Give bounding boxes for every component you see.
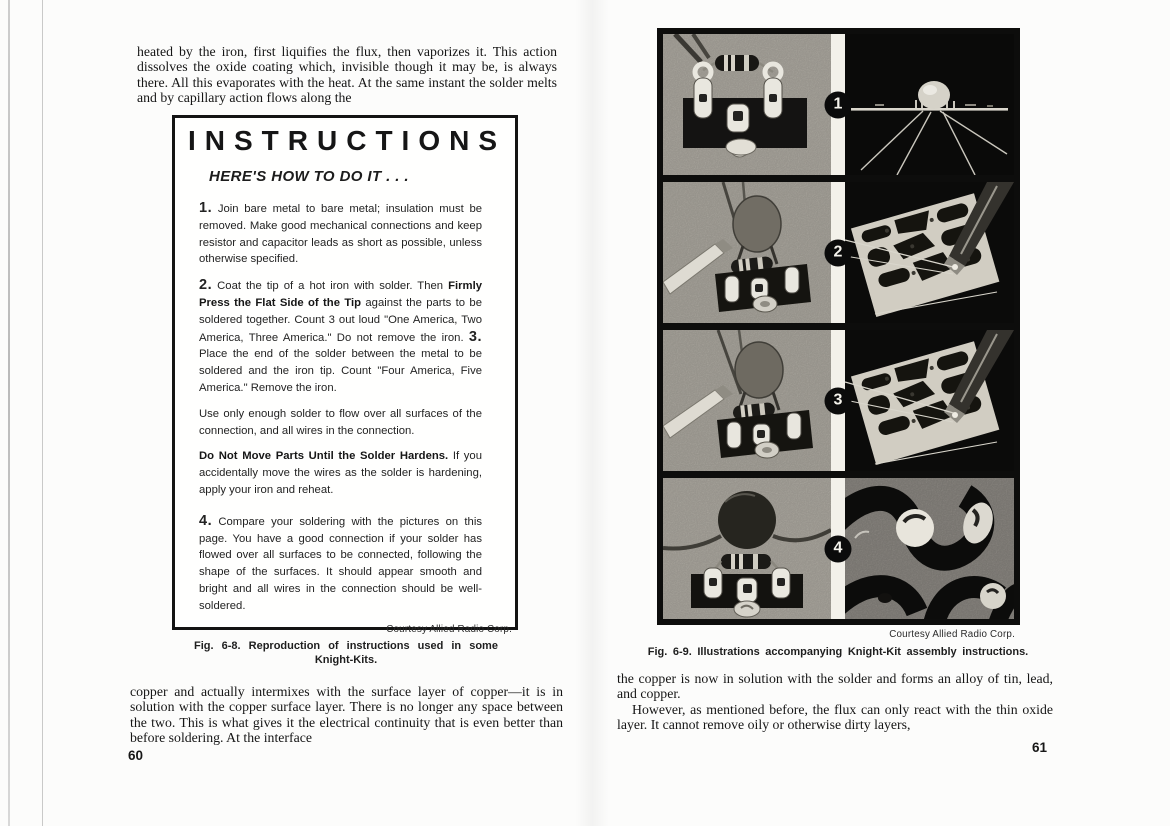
left-bottom-paragraph: copper and actually intermixes with the surface layer of copper—it is in solution with the copper surface layer. There is no longer any space between the two. This is what gives it the electrical continuity that is even better than before soldering. At the interface: [130, 684, 563, 746]
courtesy-credit-right: Courtesy Allied Radio Corp.: [889, 629, 1015, 640]
panel-4-right-photo: [845, 478, 1014, 619]
fig-6-9-panel-3: [663, 330, 1014, 471]
page-number-61: 61: [1032, 740, 1048, 755]
courtesy-credit-left: Courtesy Allied Radio Corp.: [386, 624, 512, 635]
fig-6-8-caption: Fig. 6-8. Reproduction of instructions used in some Knight-Kits.: [194, 640, 498, 666]
panel-number-badge: 4: [825, 535, 852, 562]
fig-6-9-photo-grid: [657, 28, 1020, 625]
panel-number-badge: 2: [825, 239, 852, 266]
panel-3-right-photo: [845, 330, 1014, 471]
instructions-title: INSTRUCTIONS: [188, 125, 506, 156]
panel-number-badge: 1: [825, 91, 852, 118]
left-top-paragraph: heated by the iron, first liquifies the flux, then vaporizes it. This action dissolves the oxide coating which, invisible though it may be, is always there. All this evaporates with the heat. At the same instant the solder melts and by capillary action flows along the: [137, 44, 557, 106]
right-paragraph-2: However, as mentioned before, the flux can only react with the thin oxide layer. It cannot remove oily or otherwise dirty layers,: [617, 701, 1053, 733]
page-number-60: 60: [128, 748, 144, 763]
panel-1-right-photo: [845, 34, 1014, 175]
panel-2-right-photo: [845, 182, 1014, 323]
instruction-step-4: 4. Compare your soldering with the pictures on this page. You have a good connection if your solder has flowed over all surfaces to be connected, following the shape of the surfaces. It should appear smooth and bright and all wires in the connection should be well-soldered.: [199, 512, 482, 612]
panel-2-left-photo: [663, 182, 831, 323]
panel-3-left-photo: [663, 330, 831, 471]
page-gutter-shadow: [575, 0, 609, 826]
right-paragraph-1: the copper is now in solution with the solder and forms an alloy of tin, lead, and copper.: [617, 671, 1053, 702]
instruction-step-1: 1. Join bare metal to bare metal; insulation must be removed. Make good mechanical connections and keep resistor and capacitor leads as short as possible, unless otherwise specified.: [199, 200, 483, 266]
instructions-box: [172, 115, 518, 630]
page-edge-line: [8, 0, 10, 826]
fig-6-9-panel-1: [663, 34, 1014, 175]
fig-6-9-panel-2: [663, 182, 1014, 323]
right-body-text: [617, 671, 1053, 733]
panel-4-left-photo: [663, 478, 831, 619]
fig-6-9-panel-4: [663, 478, 1014, 619]
instruction-hardens: Do Not Move Parts Until the Solder Hardens. If you accidentally move the wires as the solder is hardening, apply your iron and reheat.: [199, 450, 482, 496]
panel-1-left-photo: [663, 34, 831, 175]
page-edge-line: [42, 0, 43, 826]
instruction-solder-flow: Use only enough solder to flow over all surfaces of the connection, and all wires in the connection.: [199, 407, 482, 437]
instructions-subtitle: HERE'S HOW TO DO IT . . .: [209, 168, 409, 185]
instruction-step-2-3: 2. Coat the tip of a hot iron with solder. Then Firmly Press the Flat Side of the Tip against the parts to be soldered together. Count 3 out loud "One America, Two America, Three America." Do not remove the iron. 3. Place the end of the solder between the metal to be soldered and the iron tip. Count "Four America, Five America." Remove the iron.: [199, 277, 482, 394]
fig-6-9-caption: Fig. 6-9. Illustrations accompanying Knight-Kit assembly instructions.: [647, 646, 1029, 658]
panel-number-badge: 3: [825, 387, 852, 414]
instructions-body: [199, 200, 482, 615]
